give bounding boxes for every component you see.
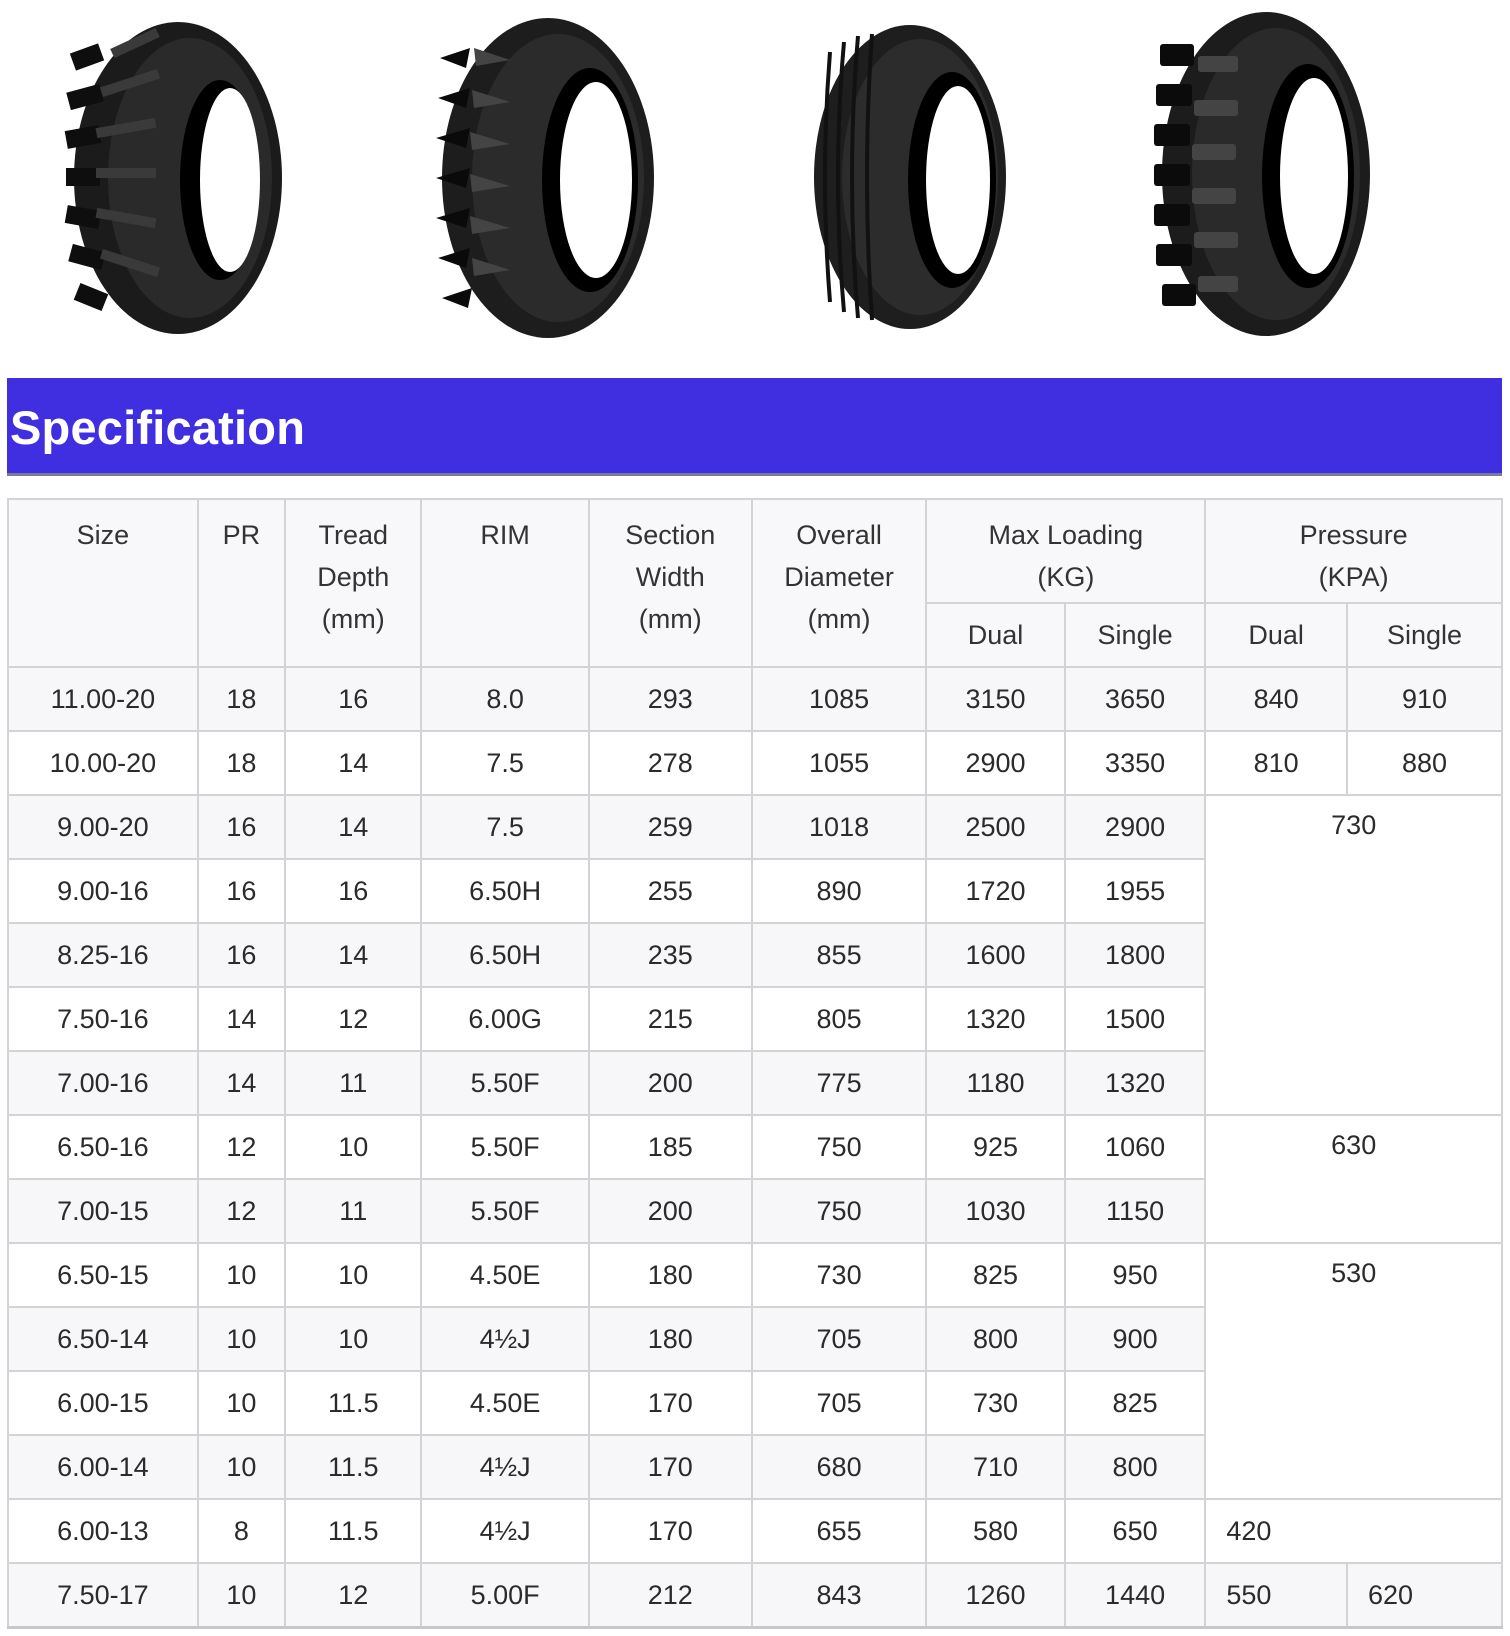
cell-diameter: 775 (752, 1051, 926, 1115)
cell-pressure-dual: 840 (1205, 667, 1347, 731)
cell-size: 7.50-16 (8, 987, 198, 1051)
cell-width: 180 (589, 1307, 752, 1371)
cell-load-single: 1800 (1065, 923, 1206, 987)
cell-load-single: 950 (1065, 1243, 1206, 1307)
cell-load-dual: 2500 (926, 795, 1065, 859)
cell-load-single: 825 (1065, 1371, 1206, 1435)
cell-load-single: 2900 (1065, 795, 1206, 859)
cell-load-single: 1955 (1065, 859, 1206, 923)
cell-diameter: 730 (752, 1243, 926, 1307)
cell-rim: 5.50F (421, 1051, 588, 1115)
cell-diameter: 705 (752, 1371, 926, 1435)
cell-diameter: 805 (752, 987, 926, 1051)
cell-tread: 11.5 (285, 1499, 421, 1563)
cell-load-dual: 1180 (926, 1051, 1065, 1115)
cell-size: 7.00-16 (8, 1051, 198, 1115)
cell-tread: 12 (285, 987, 421, 1051)
cell-rim: 5.00F (421, 1563, 588, 1628)
header-pressure: Pressure (KPA) (1205, 499, 1502, 603)
cell-pr: 12 (198, 1115, 285, 1179)
cell-load-dual: 1720 (926, 859, 1065, 923)
cell-pr: 10 (198, 1307, 285, 1371)
cell-size: 7.50-17 (8, 1563, 198, 1628)
cell-load-dual: 2900 (926, 731, 1065, 795)
tire-icon (60, 8, 290, 348)
cell-pressure-dual: 550 (1205, 1563, 1347, 1628)
cell-diameter: 680 (752, 1435, 926, 1499)
cell-tread: 10 (285, 1307, 421, 1371)
cell-rim: 5.50F (421, 1179, 588, 1243)
cell-load-single: 3650 (1065, 667, 1206, 731)
table-row (8, 795, 1502, 859)
header-section-width: Section Width (mm) (589, 499, 752, 667)
cell-rim: 5.50F (421, 1115, 588, 1179)
cell-diameter: 750 (752, 1115, 926, 1179)
cell-pr: 18 (198, 731, 285, 795)
cell-rim: 4½J (421, 1307, 588, 1371)
cell-rim: 7.5 (421, 731, 588, 795)
cell-load-dual: 825 (926, 1243, 1065, 1307)
cell-width: 180 (589, 1243, 752, 1307)
cell-width: 170 (589, 1371, 752, 1435)
cell-load-dual: 1600 (926, 923, 1065, 987)
cell-pressure-dual: 810 (1205, 731, 1347, 795)
table-row (8, 731, 1502, 795)
cell-diameter: 750 (752, 1179, 926, 1243)
cell-size: 7.00-15 (8, 1179, 198, 1243)
cell-rim: 6.50H (421, 923, 588, 987)
cell-load-dual: 710 (926, 1435, 1065, 1499)
cell-diameter: 890 (752, 859, 926, 923)
header-pressure-dual: Dual (1205, 603, 1347, 667)
tire-icon (800, 12, 1020, 342)
cell-load-dual: 580 (926, 1499, 1065, 1563)
cell-diameter: 705 (752, 1307, 926, 1371)
tire-icon (430, 8, 660, 348)
cell-load-dual: 1030 (926, 1179, 1065, 1243)
cell-width: 293 (589, 667, 752, 731)
cell-pressure-merged: 630 (1205, 1115, 1502, 1243)
header-pressure-single: Single (1347, 603, 1502, 667)
cell-size: 9.00-20 (8, 795, 198, 859)
cell-pressure-single: 620 (1347, 1563, 1502, 1628)
table-row (8, 667, 1502, 731)
tire-image-3 (800, 12, 1020, 342)
cell-tread: 11.5 (285, 1435, 421, 1499)
cell-load-single: 650 (1065, 1499, 1206, 1563)
cell-tread: 10 (285, 1115, 421, 1179)
header-load-dual: Dual (926, 603, 1065, 667)
cell-width: 170 (589, 1435, 752, 1499)
cell-load-dual: 925 (926, 1115, 1065, 1179)
cell-diameter: 1055 (752, 731, 926, 795)
cell-load-single: 1320 (1065, 1051, 1206, 1115)
tire-image-strip (0, 0, 1510, 360)
cell-load-single: 900 (1065, 1307, 1206, 1371)
cell-width: 170 (589, 1499, 752, 1563)
cell-size: 10.00-20 (8, 731, 198, 795)
specification-table (7, 498, 1503, 1629)
cell-width: 212 (589, 1563, 752, 1628)
cell-tread: 14 (285, 731, 421, 795)
cell-rim: 6.00G (421, 987, 588, 1051)
cell-pressure-single: 880 (1347, 731, 1502, 795)
cell-load-single: 1150 (1065, 1179, 1206, 1243)
cell-size: 6.50-14 (8, 1307, 198, 1371)
cell-pr: 18 (198, 667, 285, 731)
cell-load-dual: 1320 (926, 987, 1065, 1051)
specification-banner (7, 378, 1502, 476)
tire-image-2 (430, 8, 660, 348)
header-pr: PR (198, 499, 285, 667)
cell-rim: 6.50H (421, 859, 588, 923)
cell-width: 259 (589, 795, 752, 859)
cell-diameter: 843 (752, 1563, 926, 1628)
cell-rim: 4½J (421, 1499, 588, 1563)
cell-size: 6.50-16 (8, 1115, 198, 1179)
cell-pr: 8 (198, 1499, 285, 1563)
cell-load-single: 3350 (1065, 731, 1206, 795)
cell-load-dual: 1260 (926, 1563, 1065, 1628)
cell-size: 6.00-14 (8, 1435, 198, 1499)
cell-tread: 16 (285, 859, 421, 923)
cell-rim: 7.5 (421, 795, 588, 859)
cell-load-single: 1500 (1065, 987, 1206, 1051)
page-title: Specification (10, 401, 306, 454)
cell-size: 11.00-20 (8, 667, 198, 731)
tire-image-4 (1150, 4, 1380, 344)
table-row (8, 1499, 1502, 1563)
cell-size: 6.50-15 (8, 1243, 198, 1307)
cell-width: 278 (589, 731, 752, 795)
cell-pressure-merged: 730 (1205, 795, 1502, 1115)
cell-pr: 16 (198, 923, 285, 987)
cell-pr: 10 (198, 1435, 285, 1499)
header-max-loading: Max Loading (KG) (926, 499, 1205, 603)
header-load-single: Single (1065, 603, 1206, 667)
cell-tread: 16 (285, 667, 421, 731)
tire-image-1 (60, 8, 290, 348)
table-row (8, 1563, 1502, 1628)
cell-pr: 10 (198, 1243, 285, 1307)
cell-tread: 12 (285, 1563, 421, 1628)
cell-tread: 10 (285, 1243, 421, 1307)
cell-pr: 14 (198, 987, 285, 1051)
cell-size: 9.00-16 (8, 859, 198, 923)
cell-tread: 11 (285, 1051, 421, 1115)
cell-load-single: 1440 (1065, 1563, 1206, 1628)
cell-pr: 14 (198, 1051, 285, 1115)
cell-diameter: 655 (752, 1499, 926, 1563)
cell-width: 185 (589, 1115, 752, 1179)
cell-rim: 4.50E (421, 1371, 588, 1435)
cell-load-dual: 3150 (926, 667, 1065, 731)
cell-pr: 16 (198, 859, 285, 923)
cell-width: 215 (589, 987, 752, 1051)
header-tread-depth: Tread Depth (mm) (285, 499, 421, 667)
cell-width: 255 (589, 859, 752, 923)
tire-icon (1150, 4, 1380, 344)
cell-width: 200 (589, 1051, 752, 1115)
cell-pressure-single: 910 (1347, 667, 1502, 731)
cell-tread: 11.5 (285, 1371, 421, 1435)
cell-load-single: 800 (1065, 1435, 1206, 1499)
cell-diameter: 855 (752, 923, 926, 987)
cell-size: 6.00-13 (8, 1499, 198, 1563)
cell-load-dual: 800 (926, 1307, 1065, 1371)
cell-rim: 4½J (421, 1435, 588, 1499)
cell-rim: 8.0 (421, 667, 588, 731)
cell-size: 8.25-16 (8, 923, 198, 987)
cell-tread: 14 (285, 923, 421, 987)
cell-diameter: 1085 (752, 667, 926, 731)
cell-tread: 11 (285, 1179, 421, 1243)
cell-pr: 16 (198, 795, 285, 859)
cell-rim: 4.50E (421, 1243, 588, 1307)
cell-load-dual: 730 (926, 1371, 1065, 1435)
header-size: Size (8, 499, 198, 667)
cell-width: 235 (589, 923, 752, 987)
header-rim: RIM (421, 499, 588, 667)
cell-tread: 14 (285, 795, 421, 859)
cell-width: 200 (589, 1179, 752, 1243)
cell-size: 6.00-15 (8, 1371, 198, 1435)
cell-diameter: 1018 (752, 795, 926, 859)
cell-pressure-merged: 530 (1205, 1243, 1502, 1499)
cell-pr: 10 (198, 1563, 285, 1628)
table-row (8, 1243, 1502, 1307)
cell-load-single: 1060 (1065, 1115, 1206, 1179)
cell-pressure-merged: 420 (1205, 1499, 1502, 1563)
cell-pr: 10 (198, 1371, 285, 1435)
header-overall-diameter: Overall Diameter (mm) (752, 499, 926, 667)
cell-pr: 12 (198, 1179, 285, 1243)
table-row (8, 1115, 1502, 1179)
